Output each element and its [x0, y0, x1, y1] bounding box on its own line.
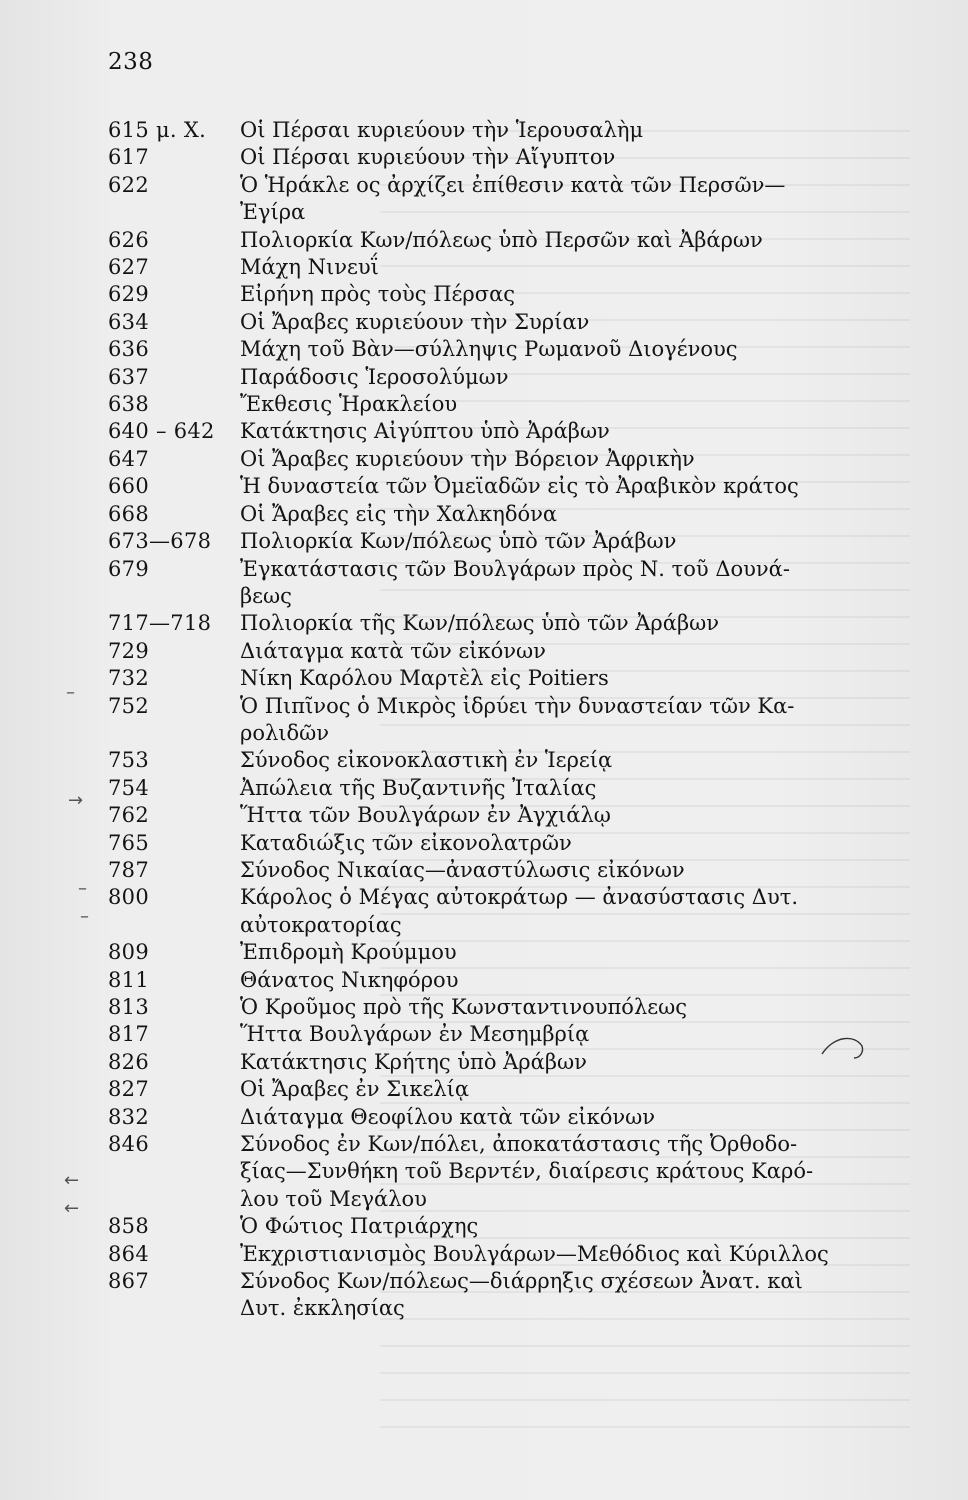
chronology-entry: [108, 172, 878, 227]
pencil-dash-mark: –: [66, 682, 75, 703]
entry-event: Ἡ δυναστεία τῶν Ὀμεϊαδῶν εἰς τὸ Ἀραβικὸν κράτος: [240, 474, 799, 499]
chronology-entry: [108, 1076, 878, 1103]
entry-event: Πολιορκία Κων/πόλεως ὑπὸ Περσῶν καὶ Ἀβάρων: [240, 227, 763, 252]
chronology-entry: [108, 1241, 878, 1268]
entry-event: Ἐγκατάστασις τῶν Βουλγάρων πρὸς Ν. τοῦ Δουνά- βεως: [240, 556, 790, 608]
pencil-dash-mark: –: [80, 906, 89, 927]
entry-event: Παράδοσις Ἱεροσολύμων: [240, 364, 509, 389]
entry-date: 627: [108, 255, 149, 280]
entry-date: 717—718: [108, 611, 212, 636]
chronology-entry: [108, 994, 878, 1021]
chronology-entry: [108, 446, 878, 473]
entry-event: Διάταγμα Θεοφίλου κατὰ τῶν εἰκόνων: [240, 1104, 656, 1129]
entry-event: Ἥττα τῶν Βουλγάρων ἐν Ἀγχιάλῳ: [240, 803, 611, 828]
entry-date: 867: [108, 1269, 149, 1294]
pencil-arrow-mark: →: [68, 790, 84, 811]
chronology-entry: [108, 227, 878, 254]
entry-date: 679: [108, 556, 149, 581]
entry-event: Εἰρήνη πρὸς τοὺς Πέρσας: [240, 282, 516, 307]
entry-date: 622: [108, 172, 149, 197]
entry-event: Ὁ Κροῦμος πρὸ τῆς Κωνσταντινουπόλεως: [240, 995, 688, 1019]
entry-date: 647: [108, 446, 149, 471]
entry-date: 673—678: [108, 529, 212, 554]
page-number: 238: [108, 49, 154, 75]
entry-date: 636: [108, 337, 149, 362]
chronology-entry: [108, 364, 878, 391]
entry-date: 826: [108, 1049, 149, 1074]
entry-date: 660: [108, 474, 149, 499]
chronology-entry: [108, 528, 878, 555]
entry-date: 640 – 642: [108, 419, 215, 444]
entry-event: Ὁ Πιπῖνος ὁ Μικρὸς ἱδρύει τὴν δυναστείαν τῶν Κα- ρολιδῶν: [240, 693, 795, 745]
entry-date: 832: [108, 1104, 149, 1129]
entry-event: Νίκη Καρόλου Μαρτὲλ εἰς Poitiers: [240, 666, 609, 691]
entry-date: 668: [108, 501, 149, 526]
chronology-entry: [108, 638, 878, 665]
entry-date: 753: [108, 748, 149, 773]
chronology-entry: [108, 1049, 878, 1076]
chronology-entry: [108, 144, 878, 171]
entry-date: 787: [108, 857, 149, 882]
entry-date: 858: [108, 1214, 149, 1239]
chronology-entry: [108, 1268, 878, 1323]
pencil-arrow-mark: ←: [64, 1198, 80, 1219]
chronology-entry: [108, 802, 878, 829]
chronology-entry: [108, 775, 878, 802]
chronology-entry: [108, 939, 878, 966]
entry-event: Θάνατος Νικηφόρου: [240, 967, 459, 992]
entry-event: Κατάκτησις Αἰγύπτου ὑπὸ Ἀράβων: [240, 419, 610, 444]
pencil-dash-mark: –: [78, 878, 87, 899]
entry-event: Σύνοδος εἰκονοκλαστικὴ ἐν Ἱερείᾳ: [240, 748, 613, 773]
entry-date: 765: [108, 830, 149, 855]
chronology-entry: [108, 1104, 878, 1131]
chronology-entry: [108, 473, 878, 500]
chronology-entry: [108, 556, 878, 611]
entry-event: Πολιορκία τῆς Κων/πόλεως ὑπὸ τῶν Ἀράβων: [240, 611, 719, 636]
entry-event: Μάχη Νινευΐ: [240, 255, 379, 280]
entry-event: Ἐπιδρομὴ Κρούμμου: [240, 940, 457, 965]
entry-date: 827: [108, 1077, 149, 1102]
entry-event: Σύνοδος Νικαίας—ἀναστύλωσις εἰκόνων: [240, 857, 685, 882]
entry-date: 626: [108, 227, 149, 252]
entry-event: Οἱ Πέρσαι κυριεύουν τὴν Αἴγυπτον: [240, 145, 616, 170]
chronology-list: [108, 117, 878, 1323]
chronology-entry: [108, 610, 878, 637]
entry-date: 617: [108, 145, 149, 170]
entry-date: 813: [108, 995, 149, 1019]
entry-date: 615 μ. Χ.: [108, 118, 207, 142]
entry-event: Ἥττα Βουλγάρων ἐν Μεσημβρίᾳ: [240, 1022, 590, 1047]
chronology-entry: [108, 1021, 878, 1048]
entry-date: 864: [108, 1241, 149, 1266]
chronology-entry: [108, 117, 878, 144]
pencil-curl-mark: [820, 1032, 866, 1062]
chronology-entry: [108, 309, 878, 336]
entry-event: Οἱ Ἄραβες κυριεύουν τὴν Συρίαν: [240, 309, 590, 334]
chronology-entry: [108, 336, 878, 363]
chronology-entry: [108, 1131, 878, 1213]
entry-event: Καταδιώξις τῶν εἰκονολατρῶν: [240, 830, 572, 855]
chronology-entry: [108, 281, 878, 308]
entry-date: 637: [108, 364, 149, 389]
entry-date: 811: [108, 967, 149, 992]
chronology-entry: [108, 254, 878, 281]
chronology-entry: [108, 830, 878, 857]
entry-event: Οἱ Ἄραβες κυριεύουν τὴν Βόρειον Ἀφρικὴν: [240, 446, 695, 471]
entry-date: 762: [108, 803, 149, 828]
entry-event: Πολιορκία Κων/πόλεως ὑπὸ τῶν Ἀράβων: [240, 529, 677, 554]
entry-event: Κατάκτησις Κρήτης ὑπὸ Ἀράβων: [240, 1049, 587, 1074]
pencil-arrow-mark: ←: [64, 1170, 80, 1191]
entry-event: Μάχη τοῦ Βὰν—σύλληψις Ρωμανοῦ Διογένους: [240, 337, 738, 362]
entry-date: 846: [108, 1132, 149, 1157]
chronology-entry: [108, 747, 878, 774]
chronology-entry: [108, 857, 878, 884]
entry-date: 729: [108, 638, 149, 663]
entry-event: Σύνοδος ἐν Κων/πόλει, ἀποκατάστασις τῆς Ὀρθοδο- ξίας—Συνθήκη τοῦ Βερντέν, διαίρεσις κράτους Καρό- λου τοῦ Μεγάλου: [240, 1132, 814, 1211]
entry-date: 809: [108, 940, 149, 965]
entry-date: 752: [108, 693, 149, 718]
entry-event: Ὁ Ἡράκλε ος ἀρχίζει ἐπίθεσιν κατὰ τῶν Περσῶν— Ἐγίρα: [240, 172, 786, 225]
entry-event: Οἱ Ἄραβες εἰς τὴν Χαλκηδόνα: [240, 501, 558, 526]
entry-date: 732: [108, 666, 149, 691]
entry-event: Σύνοδος Κων/πόλεως—διάρρηξις σχέσεων Ἀνατ. καὶ Δυτ. ἐκκλησίας: [240, 1269, 803, 1321]
entry-event: Οἱ Ἄραβες ἐν Σικελίᾳ: [240, 1077, 470, 1102]
entry-event: Ὁ Φώτιος Πατριάρχης: [240, 1214, 479, 1239]
entry-event: Διάταγμα κατὰ τῶν εἰκόνων: [240, 638, 546, 663]
chronology-entry: [108, 693, 878, 748]
chronology-entry: [108, 391, 878, 418]
entry-event: Κάρολος ὁ Μέγας αὐτοκράτωρ — ἀνασύστασις Δυτ. αὐτοκρατορίας: [240, 885, 799, 937]
chronology-entry: [108, 884, 878, 939]
chronology-entry: [108, 1213, 878, 1240]
entry-date: 817: [108, 1022, 149, 1047]
entry-event: Ἔκθεσις Ἡρακλείου: [240, 392, 458, 417]
chronology-entry: [108, 967, 878, 994]
entry-date: 800: [108, 885, 149, 910]
entry-event: Ἐκχριστιανισμὸς Βουλγάρων—Μεθόδιος καὶ Κύριλλος: [240, 1241, 829, 1266]
entry-date: 629: [108, 282, 149, 307]
chronology-entry: [108, 418, 878, 445]
chronology-entry: [108, 501, 878, 528]
entry-date: 754: [108, 775, 149, 800]
entry-date: 638: [108, 392, 149, 417]
entry-date: 634: [108, 309, 149, 334]
entry-event: Ἀπώλεια τῆς Βυζαντινῆς Ἰταλίας: [240, 775, 597, 800]
chronology-entry: [108, 665, 878, 692]
entry-event: Οἱ Πέρσαι κυριεύουν τὴν Ἱερουσαλὴμ: [240, 118, 644, 142]
